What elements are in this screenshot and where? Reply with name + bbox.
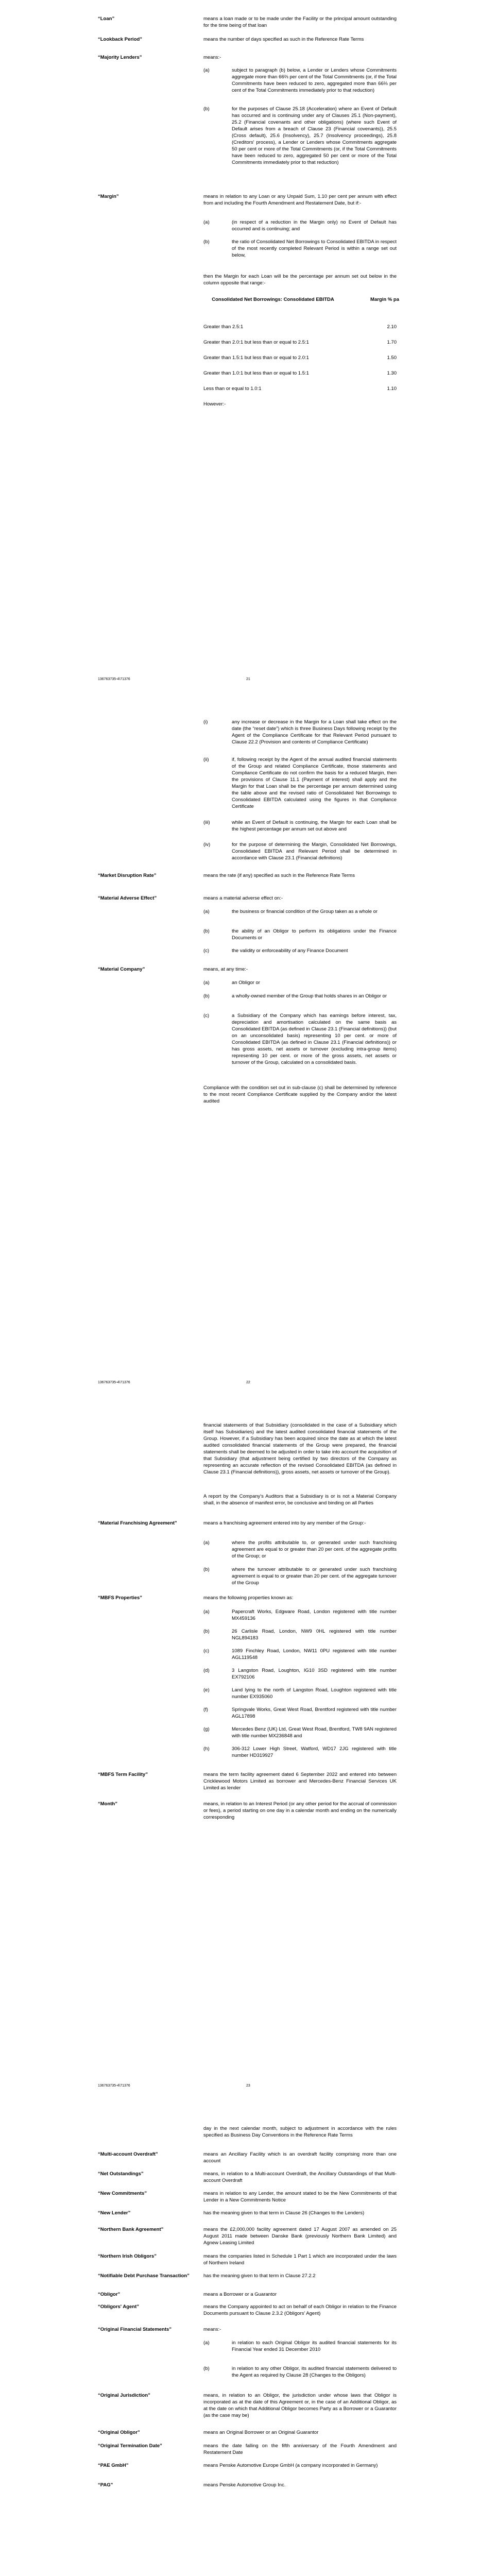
def-term-original-jurisdiction: “Original Jurisdiction” xyxy=(98,2393,150,2398)
def-term-mbfs-term-facility: “MBFS Term Facility” xyxy=(98,1772,148,1777)
item-label: (g) xyxy=(203,1726,210,1732)
def-body-material-company: means, at any time:- xyxy=(203,967,248,972)
item-label: (c) xyxy=(203,1648,210,1654)
page-number: 23 xyxy=(246,2084,250,2088)
item-label: (b) xyxy=(203,1567,210,1572)
def-term-northern-irish-obligors: “Northern Irish Obligors” xyxy=(98,2253,157,2259)
def-body-mbfs-properties: means the following properties known as: xyxy=(203,1595,294,1601)
item-text: Springvale Works, Great West Road, Brentford registered with title number AGL17898 xyxy=(232,1707,397,1719)
item-text: Land lying to the north of Langston Road, Loughton registered with title number EX935060 xyxy=(232,1687,397,1700)
item-text: where the profits attributable to, or generated under such franchising agreement are equal to or greater than 20 per cent. of the aggregate profits of the Group; or xyxy=(232,1540,397,1559)
item-label: (ii) xyxy=(203,757,209,762)
item-label: (d) xyxy=(203,1668,210,1673)
def-term-mbfs-properties: “MBFS Properties” xyxy=(98,1595,143,1601)
item-text: 306-312 Lower High Street, Watford, WD17 2JG registered with title number HD319927 xyxy=(232,1746,397,1758)
doc-reference: 136763735-4\71376 xyxy=(98,677,130,681)
item-label: (b) xyxy=(203,993,210,999)
item-label: (c) xyxy=(203,1013,210,1019)
def-body-pae-gmbh: means Penske Automotive Europe GmbH (a company incorporated in Germany) xyxy=(203,2463,378,2468)
def-body-notifiable-debt-purchase-transaction: has the meaning given to that term in Clause 27.2.2 xyxy=(203,2273,316,2279)
def-term-net-outstandings: “Net Outstandings” xyxy=(98,2171,144,2177)
item-text: Mercedes Benz (UK) Ltd, Great West Road, Brentford, TW8 9AN registered with title number MX236848 and xyxy=(232,1726,397,1739)
item-label: (a) xyxy=(203,2340,210,2346)
doc-reference: 136763735-4\71376 xyxy=(98,1381,130,1384)
item-text: the ratio of Consolidated Net Borrowings to Consolidated EBITDA in respect of the most recently completed Relevant Period is within a range set out below, xyxy=(232,239,397,258)
def-term-material-company: “Material Company” xyxy=(98,967,145,972)
def-term-original-obligor: “Original Obligor” xyxy=(98,2430,140,2435)
def-term-northern-bank-agreement: “Northern Bank Agreement” xyxy=(98,2227,164,2232)
margin-table-intro: then the Margin for each Loan will be the percentage per annum set out below in the column opposite that range:- xyxy=(203,274,397,286)
margin-table-range: Greater than 2.5:1 xyxy=(203,324,244,330)
item-label: (iv) xyxy=(203,842,211,848)
def-term-original-financial-statements: “Original Financial Statements” xyxy=(98,2327,172,2332)
page-number: 21 xyxy=(246,677,250,681)
auditors-report-text: A report by the Company's Auditors that a Subsidiary is or is not a Material Company shall, in the absence of manifest error, be conclusive and binding on all Parties xyxy=(203,1494,397,1506)
def-body-obligors-agent: means the Company appointed to act on behalf of each Obligor in relation to the Finance Documents pursuant to Clause 2.3.2 (Obligors' Agent) xyxy=(203,2304,397,2316)
def-term-material-adverse-effect: “Material Adverse Effect” xyxy=(98,895,157,901)
item-text: where the turnover attributable to or generated under such franchising agreement is equal to or greater than 20 per cent. of the aggregate turnover of the Group xyxy=(232,1567,397,1586)
def-term-lookback-period: “Lookback Period” xyxy=(98,37,143,42)
def-term-material-franchising-agreement: “Material Franchising Agreement” xyxy=(98,1520,177,1526)
item-label: (a) xyxy=(203,219,210,225)
item-label: (a) xyxy=(203,1609,210,1615)
margin-table-range: Less than or equal to 1.0:1 xyxy=(203,386,262,392)
def-body-net-outstandings: means, in relation to a Multi-account Overdraft, the Ancillary Outstandings of that Multi-account Overdraft xyxy=(203,2171,397,2183)
margin-table-value: 1.50 xyxy=(387,355,397,361)
item-text: a Subsidiary of the Company which has earnings before interest, tax, depreciation and amortisation calculated on the same basis as Consolidated EBITDA (as defined in Clause 23.1 (Financial definitions)) (but on an unconsolidated basis) representing 10 per cent. or more of Consolidated EBITDA (as defined in Clause 23.1 (Financial definitions)) or has gross assets, net assets or turnover (excluding intra-group items) representing 10 per cent. or more of the gross assets, net assets or turnover of the Group, calculated on a consolidated basis. xyxy=(232,1013,397,1065)
page-21 xyxy=(0,0,497,703)
margin-table-value: 1.30 xyxy=(387,370,397,376)
margin-table-value: 2.10 xyxy=(387,324,397,330)
item-text: 1089 Finchley Road, London, NW11 0PU registered with title number AGL119548 xyxy=(232,1648,397,1660)
item-text: 26 Carlisle Road, London, NW9 0HL registered with title number NGL894183 xyxy=(232,1629,397,1641)
item-text: the ability of an Obligor to perform its obligations under the Finance Documents or xyxy=(232,928,397,941)
item-text: the business or financial condition of the Group taken as a whole or xyxy=(232,909,378,914)
def-term-new-commitments: “New Commitments” xyxy=(98,2191,147,2196)
item-label: (i) xyxy=(203,719,208,725)
def-term-pae-gmbh: “PAE GmbH” xyxy=(98,2463,129,2468)
item-text: for the purposes of Clause 25.18 (Acceleration) where an Event of Default has occurred and is continuing under any of Clauses 25.1 (Non-payment), 25.2 (Financial covenants and other obligations) (where such Event of Default arises from a breach of Clause 23 (Financial covenants)), 25.5 (Cross default), 25.6 (Insolvency), 25.7 (Insolvency proceedings), 25.8 (Creditors' process), a Lender or Lenders whose Commitments aggregate 50 per cent or more of the Total Commitments (or, if the Total Commitments have been reduced to zero, aggregated 50 per cent or more of the Total Commitments immediately prior to that reduction) xyxy=(232,106,397,165)
item-text: while an Event of Default is continuing, the Margin for each Loan shall be the highest percentage per annum set out above and xyxy=(232,820,397,832)
item-label: (a) xyxy=(203,67,210,73)
def-body-loan: means a loan made or to be made under the Facility or the principal amount outstanding for the time being of that loan xyxy=(203,16,397,28)
def-body-material-adverse-effect: means a material adverse effect on:- xyxy=(203,895,283,901)
item-text: the validity or enforceability of any Finance Document xyxy=(232,948,348,954)
def-term-market-disruption-rate: “Market Disruption Rate” xyxy=(98,873,157,878)
margin-table-header-margin: Margin % pa xyxy=(370,297,399,302)
def-term-obligors-agent: “Obligors' Agent” xyxy=(98,2304,140,2310)
def-term-multi-account-overdraft: “Multi-account Overdraft” xyxy=(98,2151,158,2157)
page-number: 22 xyxy=(246,1381,250,1384)
def-body-market-disruption-rate: means the rate (if any) specified as such in the Reference Rate Terms xyxy=(203,873,355,878)
month-continued: day in the next calendar month, subject to adjustment in accordance with the rules specified as Business Day Conventions in the Reference Rate Terms xyxy=(203,2126,397,2138)
item-text: subject to paragraph (b) below, a Lender or Lenders whose Commitments aggregate more than 66⅔ per cent of the Total Commitments (or, if the Total Commitments have been reduced to zero, aggregated more than 66⅔ per cent of the Total Commitments immediately prior to that reduction) xyxy=(232,67,397,93)
def-term-margin: “Margin” xyxy=(98,194,119,199)
item-text: 3 Langston Road, Loughton, IG10 3SD registered with title number EX792106 xyxy=(232,1668,397,1680)
item-label: (a) xyxy=(203,909,210,914)
def-body-margin: means in relation to any Loan or any Unpaid Sum, 1.10 per cent per annum with effect from and including the Fourth Amendment and Restatement Date, but if:- xyxy=(203,194,397,206)
def-body-month: means, in relation to an Interest Period (or any other period for the accrual of commission or fees), a period starting on one day in a calendar month and ending on the numerically corresponding xyxy=(203,1801,397,1820)
material-company-continued: financial statements of that Subsidiary (consolidated in the case of a Subsidiary which itself has Subsidiaries) and the latest audited consolidated financial statements of the Group. However, if a Subsidiary has been acquired since the date as at which the latest audited consolidated financial statements of the Group were prepared, the financial statements shall be deemed to be adjusted in order to take into account the acquisition of that Subsidiary (that adjustment being certified by two directors of the Company as representing an accurate reflection of the revised Consolidated EBITDA (as defined in Clause 23.1 (Financial definitions)), gross assets, net assets or turnover of the Group). xyxy=(203,1422,397,1475)
margin-table-value: 1.10 xyxy=(387,386,397,392)
item-label: (b) xyxy=(203,2366,210,2371)
item-label: (f) xyxy=(203,1707,208,1713)
page-23 xyxy=(0,1406,497,2110)
margin-table-range: Greater than 1.5:1 but less than or equal to 2.0:1 xyxy=(203,355,309,361)
item-label: (c) xyxy=(203,948,210,954)
item-text: (in respect of a reduction in the Margin only) no Event of Default has occurred and is continuing; and xyxy=(232,219,397,232)
def-term-pag: “PAG” xyxy=(98,2482,113,2488)
def-body-original-termination-date: means the date falling on the fifth anniversary of the Fourth Amendment and Restatement Date xyxy=(203,2443,397,2455)
def-body-multi-account-overdraft: means an Ancillary Facility which is an overdraft facility comprising more than one account xyxy=(203,2151,397,2164)
item-text: if, following receipt by the Agent of the annual audited financial statements of the Group and related Compliance Certificate, those statements and Compliance Certificate do not confirm the basis for a reduced Margin, then the provisions of Clause 11.1 (Payment of interest) shall apply and the Margin for that Loan shall be the percentage per annum determined using the table above and the revised ratio of Consolidated Net Borrowings to Consolidated EBITDA calculated using the figures in that Compliance Certificate xyxy=(232,757,397,809)
def-body-northern-bank-agreement: means the £2,000,000 facility agreement dated 17 August 2007 as amended on 25 August 2011 made between Danske Bank (previously Northern Bank Limited) and Agnew Leasing Limited xyxy=(203,2227,397,2246)
item-text: an Obligor or xyxy=(232,980,260,986)
def-body-lookback-period: means the number of days specified as such in the Reference Rate Terms xyxy=(203,37,364,42)
def-body-new-lender: has the meaning given to that term in Clause 26 (Changes to the Lenders) xyxy=(203,2210,365,2216)
def-body-northern-irish-obligors: means the companies listed in Schedule 1 Part 1 which are incorporated under the laws of Northern Ireland xyxy=(203,2253,397,2266)
margin-table-range: Greater than 2.0:1 but less than or equal to 2.5:1 xyxy=(203,340,309,345)
item-label: (iii) xyxy=(203,820,210,825)
item-label: (b) xyxy=(203,1629,210,1634)
item-label: (b) xyxy=(203,239,210,245)
item-label: (e) xyxy=(203,1687,210,1693)
def-body-pag: means Penske Automotive Group Inc. xyxy=(203,2482,286,2488)
def-body-majority-lenders: means:- xyxy=(203,55,221,60)
margin-table-header-ratio: Consolidated Net Borrowings: Consolidated EBITDA xyxy=(212,297,334,302)
item-label: (b) xyxy=(203,928,210,934)
margin-table-range: Greater than 1.0:1 but less than or equal to 1.5:1 xyxy=(203,370,309,376)
def-term-new-lender: “New Lender” xyxy=(98,2210,131,2216)
however-text: However:- xyxy=(203,401,226,407)
def-term-month: “Month” xyxy=(98,1801,117,1807)
def-body-mbfs-term-facility: means the term facility agreement dated 6 September 2022 and entered into between Cricklewood Motors Limited as borrower and Mercedes-Benz Financial Services UK Limited as lender xyxy=(203,1772,397,1791)
def-body-new-commitments: means in relation to any Lender, the amount stated to be the New Commitments of that Lender in a New Commitments Notice xyxy=(203,2191,397,2203)
def-term-notifiable-debt-purchase-transaction: “Notifiable Debt Purchase Transaction” xyxy=(98,2273,190,2279)
def-body-original-financial-statements: means:- xyxy=(203,2327,221,2332)
item-label: (b) xyxy=(203,106,210,112)
def-body-material-franchising-agreement: means a franchising agreement entered into by any member of the Group:- xyxy=(203,1520,366,1526)
doc-reference: 136763735-4\71376 xyxy=(98,2084,130,2088)
def-body-obligor: means a Borrower or a Guarantor xyxy=(203,2292,277,2297)
item-text: any increase or decrease in the Margin for a Loan shall take effect on the date (the “reset date”) which is three Business Days following receipt by the Agent of the Compliance Certificate for that Relevant Period pursuant to Clause 22.2 (Provision and contents of Compliance Certificate) xyxy=(232,719,397,745)
item-text: Papercraft Works, Edgware Road, London registered with title number MX459136 xyxy=(232,1609,397,1621)
item-label: (h) xyxy=(203,1746,210,1752)
def-term-obligor: “Obligor” xyxy=(98,2292,121,2297)
item-text: a wholly-owned member of the Group that holds shares in an Obligor or xyxy=(232,993,387,999)
item-label: (a) xyxy=(203,980,210,986)
material-company-compliance: Compliance with the condition set out in sub-clause (c) shall be determined by reference to the most recent Compliance Certificate supplied by the Company and/or the latest audited xyxy=(203,1085,397,1104)
item-text: for the purpose of determining the Margin, Consolidated Net Borrowings, Consolidated EBITDA and Relevant Period shall be determined in accordance with Clause 23.1 (Financial definitions) xyxy=(232,842,397,861)
item-text: in relation to any other Obligor, its audited financial statements delivered to the Agent as required by Clause 28 (Changes to the Obligors) xyxy=(232,2366,397,2378)
def-term-original-termination-date: “Original Termination Date” xyxy=(98,2443,162,2449)
page-22 xyxy=(0,703,497,1406)
def-body-original-jurisdiction: means, in relation to an Obligor, the jurisdiction under whose laws that Obligor is incorporated as at the date of this Agreement or, in the case of an Additional Obligor, as at the date on which that Additional Obligor becomes Party as a Borrower or a Guarantor (as the case may be) xyxy=(203,2393,397,2418)
def-term-majority-lenders: “Majority Lenders” xyxy=(98,55,142,60)
item-label: (a) xyxy=(203,1540,210,1546)
margin-table-value: 1.70 xyxy=(387,340,397,345)
def-term-loan: “Loan” xyxy=(98,16,115,22)
page-24 xyxy=(0,2110,497,2576)
def-body-original-obligor: means an Original Borrower or an Original Guarantor xyxy=(203,2430,319,2435)
item-text: in relation to each Original Obligor its audited financial statements for its Financial Year ended 31 December 2010 xyxy=(232,2340,397,2352)
